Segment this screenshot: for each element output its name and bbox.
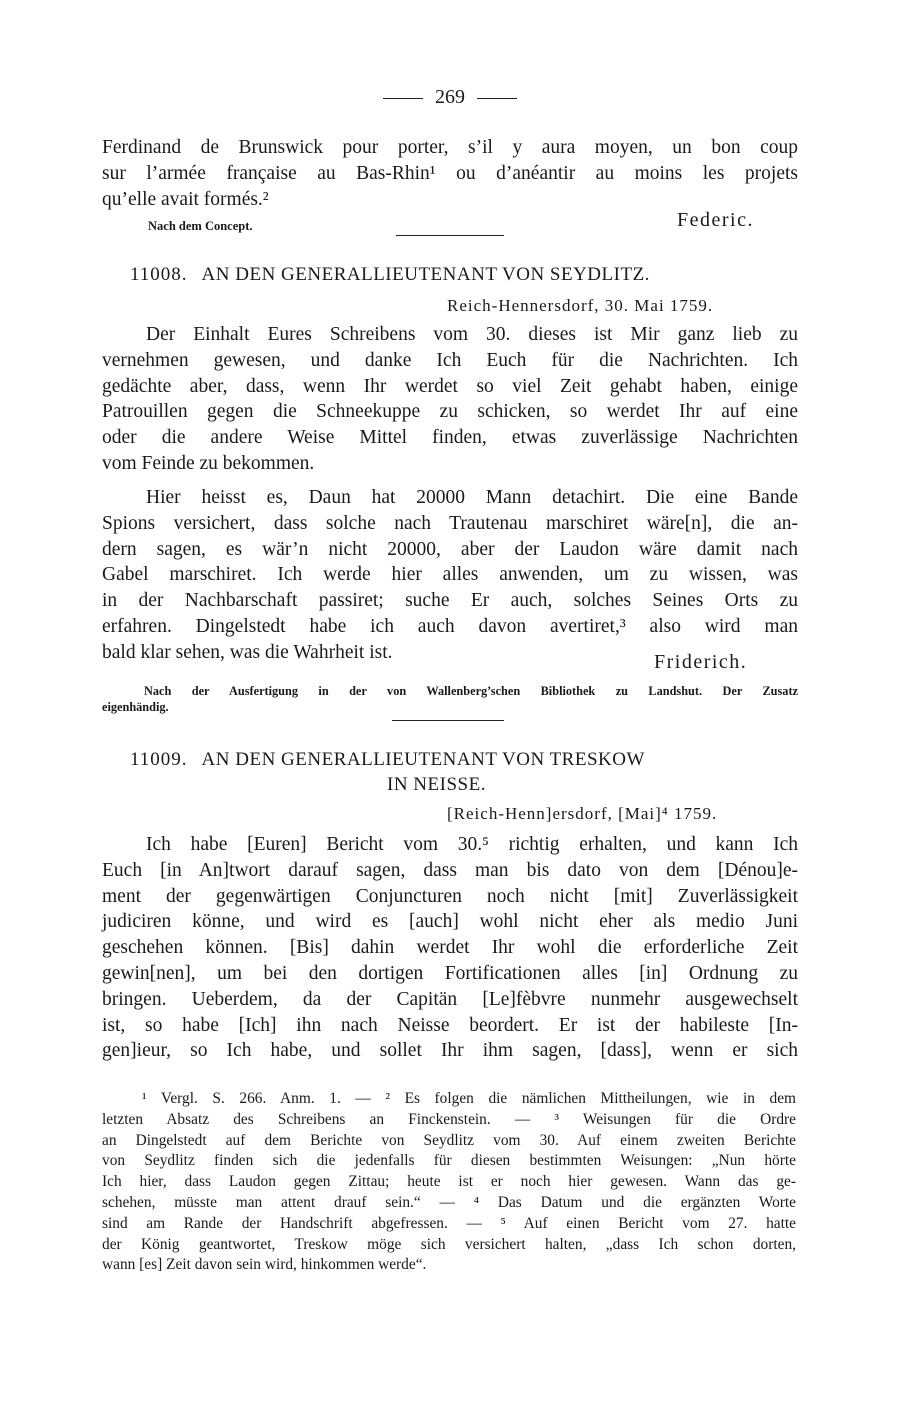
text-line: erfahren. Dingelstedt habe ich auch davon avertiret,³ also wird man	[102, 615, 798, 637]
text-line: Der Einhalt Eures Schreibens vom 30. dieses ist Mir ganz lieb zu	[146, 324, 798, 345]
text-line: judiciren könne, und wird es [auch] wohl nicht eher als medio Juni	[102, 911, 798, 933]
text-line: vom Feinde zu bekommen.	[102, 452, 315, 474]
footnote-line: der König geantwortet, Treskow möge sich versichert halten, „dass Ich schon dorten,	[102, 1235, 796, 1253]
text-line: ist, so habe [Ich] ihn nach Neisse beordert. Er ist der habileste [In-	[102, 1014, 798, 1036]
letter-11008-heading	[130, 264, 770, 286]
text-line: bringen. Ueberdem, da der Capitän [Le]fèbvre nunmehr ausgewechselt	[102, 988, 798, 1010]
text-line: vernehmen gewesen, und danke Ich Euch für die Nachrichten. Ich	[102, 349, 798, 371]
letter-title-line-1: AN DEN GENERALLIEUTENANT VON TRESKOW	[201, 749, 645, 770]
page-number-dash-left	[383, 98, 423, 99]
text-line: Ferdinand de Brunswick pour porter, s’il y aura moyen, un bon coup	[102, 137, 798, 158]
text-line: Spions versichert, dass solche nach Trautenau marschiret wäre[n], die an-	[102, 512, 798, 534]
text-line: qu’elle avait formés.²	[102, 188, 269, 210]
source-line: eigenhändig.	[102, 700, 169, 714]
footnote-line: sind am Rande der Handschrift abgefressen. — ⁵ Auf einen Bericht vom 27. hatte	[102, 1214, 796, 1232]
footnote-line: wann [es] Zeit davon sein wird, hinkommen werde“.	[102, 1256, 427, 1274]
text-line: geschehen können. [Bis] dahin werdet Ihr wohl die erforderliche Zeit	[102, 937, 798, 959]
letter-11008-signature: Friderich.	[654, 651, 748, 673]
text-line: gen]ieur, so Ich habe, und sollet Ihr ihm sagen, [dass], wenn er sich	[102, 1040, 798, 1062]
footnote-line: Ich hier, dass Laudon gegen Zittau; heute ist er noch hier gewesen. Wann das ge-	[102, 1173, 796, 1191]
source-line: Nach der Ausfertigung in der von Wallenberg’schen Bibliothek zu Landshut. Der Zusatz	[144, 684, 798, 698]
page-number-dash-right	[477, 98, 517, 99]
letter-11009-heading	[130, 749, 770, 771]
footnote-line: an Dingelstedt auf dem Berichte von Seydlitz vom 30. Auf einem zweiten Berichte	[102, 1131, 796, 1149]
letter-11009-heading-line-2: IN NEISSE.	[387, 774, 486, 795]
section-divider	[396, 235, 504, 236]
text-line: ment der gegenwärtigen Conjuncturen noch nicht [mit] Zuverlässigkeit	[102, 885, 798, 907]
text-line: bald klar sehen, was die Wahrheit ist.	[102, 641, 393, 663]
text-line: in der Nachbarschaft passiret; suche Er auch, solches Seines Orts zu	[102, 590, 798, 612]
letter-11008-paragraph-2	[102, 485, 798, 666]
text-line: Gabel marschiret. Ich werde hier alles anwenden, um zu wissen, was	[102, 564, 798, 586]
footnote-line: von Seydlitz finden sich die jedenfalls für diesen bestimmten Weisungen: „Nun hörte	[102, 1152, 796, 1170]
text-line: Patrouillen gegen die Schneekuppe zu schicken, so werdet Ihr auf eine	[102, 401, 798, 423]
intro-signature: Federic.	[677, 209, 754, 231]
letter-title: AN DEN GENERALLIEUTENANT VON SEYDLITZ.	[201, 264, 650, 285]
text-line: Hier heisst es, Daun hat 20000 Mann detachirt. Die eine Bande	[146, 487, 798, 508]
text-line: gedächte aber, dass, wenn Ihr werdet so viel Zeit gehabt haben, einige	[102, 375, 798, 397]
text-line: oder die andere Weise Mittel finden, etwas zuverlässige Nachrichten	[102, 427, 798, 449]
page-number: 269	[0, 86, 900, 109]
letter-11008-paragraph-1	[102, 322, 798, 477]
footnote-line: letzten Absatz des Schreibens an Finckenstein. — ³ Weisungen für die Ordre	[102, 1110, 796, 1128]
text-line: gewin[nen], um bei den dortigen Fortificationen alles [in] Ordnung zu	[102, 962, 798, 984]
intro-text	[102, 135, 798, 212]
letter-number: 11009.	[130, 749, 188, 770]
letter-11008-dateline: Reich-Hennersdorf, 30. Mai 1759.	[447, 296, 714, 315]
section-divider	[392, 720, 504, 721]
letter-11008-source-note	[102, 683, 798, 715]
intro-source-note: Nach dem Concept.	[148, 219, 253, 233]
footnote-line: schehen, müsste man attent drauf sein.“ — ⁴ Das Datum und die ergänzten Worte	[102, 1193, 796, 1211]
text-line: sur l’armée française au Bas-Rhin¹ ou d’anéantir au moins les projets	[102, 162, 798, 184]
footnote-line: ¹ Vergl. S. 266. Anm. 1. — ² Es folgen die nämlichen Mittheilungen, wie in dem	[142, 1090, 796, 1107]
letter-11009-dateline: [Reich-Henn]ersdorf, [Mai]⁴ 1759.	[447, 804, 718, 823]
text-line: Euch [in An]twort darauf sagen, dass man bis dato von dem [Dénou]e-	[102, 859, 798, 881]
footnotes	[102, 1089, 796, 1276]
letter-11009-paragraph-1	[102, 832, 798, 1064]
text-line: Ich habe [Euren] Bericht vom 30.⁵ richtig erhalten, und kann Ich	[146, 834, 798, 855]
letter-number: 11008.	[130, 264, 188, 285]
text-line: dern sagen, es wär’n nicht 20000, aber der Laudon wäre damit nach	[102, 538, 798, 560]
